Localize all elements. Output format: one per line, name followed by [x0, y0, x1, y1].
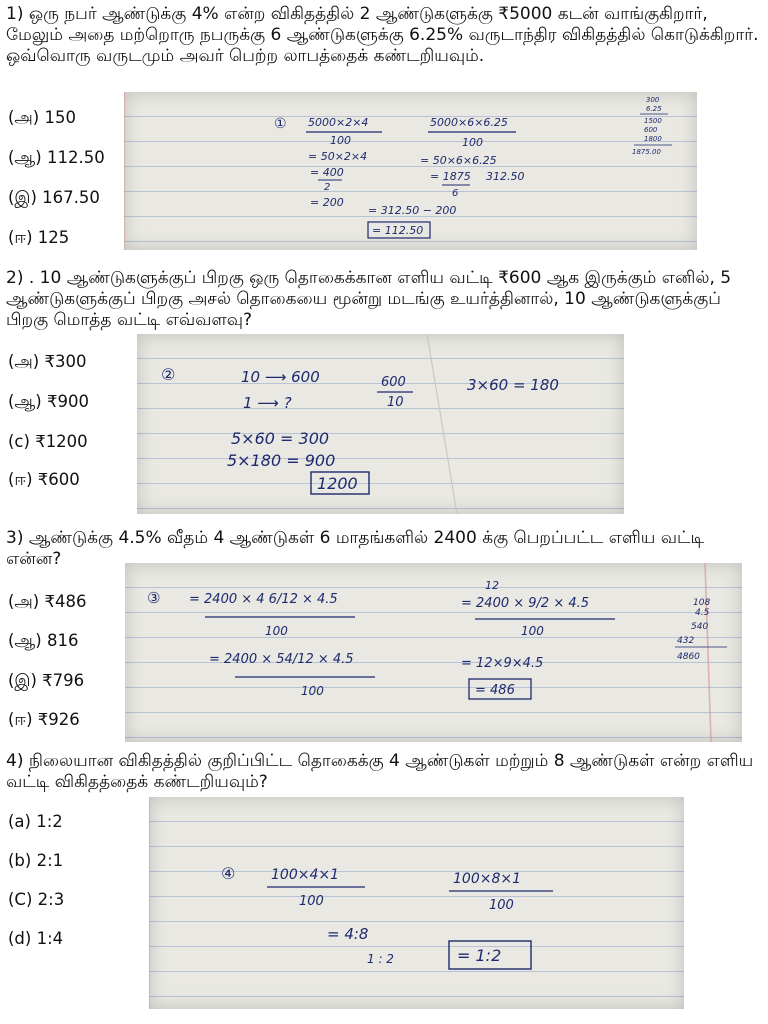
q3-option-d: (ஈ) ₹926	[8, 710, 80, 729]
q1-step: = 400	[310, 166, 344, 179]
question-1-text: 1) ஒரு நபர் ஆண்டுக்கு 4% என்ற விகிதத்தில் 2 ஆண்டுகளுக்கு ₹5000 கடன் வாங்குகிறார், மேலும் அதை மற்றொரு நபருக்கு 6 ஆண்டுகளுக்கு 6.25% வருடாந்திர விகிதத்தில் கொடுக்கிறார். ஒவ்வொரு வருடமும் அவர் பெற்ற லாபத்தைக் கண்டறியவும்.	[6, 4, 759, 66]
q2-solution-photo	[137, 334, 624, 514]
q4-answer: = 1:2	[457, 946, 502, 965]
q3-step: = 2400 × 9/2 × 4.5	[461, 596, 590, 611]
q1-option-b: (ஆ) 112.50	[8, 148, 105, 167]
q1-step: = 50×6×6.25	[420, 154, 497, 167]
q3-answer: = 486	[475, 683, 515, 698]
q4-step: 100	[489, 898, 514, 913]
question-2-text: 2) . 10 ஆண்டுகளுக்குப் பிறகு ஒரு தொகைக்கான எளிய வட்டி ₹600 ஆக இருக்கும் எனில், 5 ஆண்டுகளுக்குப் பிறகு அசல் தொகையை மூன்று மடங்கு உயர்த்தினால், 10 ஆண்டுகளுக்குப் பிறகு மொத்த வட்டி எவ்வளவு?	[6, 268, 732, 330]
q4-step: 100	[299, 894, 324, 909]
q3-step: = 2400 × 4 6/12 × 4.5	[189, 592, 338, 607]
q3-number: ③	[147, 589, 161, 607]
q3-option-b: (ஆ) 816	[8, 631, 79, 650]
q3-step: 108	[693, 598, 711, 608]
q4-step: = 4:8	[327, 925, 369, 943]
q3-step: 432	[677, 636, 695, 646]
question-4-text: 4) நிலையான விகிதத்தில் குறிப்பிட்ட தொகைக்கு 4 ஆண்டுகள் மற்றும் 8 ஆண்டுகள் என்ற எளிய வட்டி விகிதத்தைக் கண்டறியவும்?	[6, 751, 754, 792]
q3-step: 4860	[677, 652, 700, 662]
q2-option-a: (அ) ₹300	[8, 352, 87, 371]
q2-number: ②	[161, 365, 176, 384]
q1-step: 6.25	[646, 105, 662, 113]
q2-step: 10 ⟶ 600	[241, 368, 320, 386]
q2-step: 5×180 = 900	[227, 451, 336, 470]
q1-option-d: (ஈ) 125	[8, 228, 70, 247]
q1-step: 2	[324, 182, 331, 193]
question-3-text: 3) ஆண்டுக்கு 4.5% வீதம் 4 ஆண்டுகள் 6 மாதங்களில் 2400 க்கு பெறப்பட்ட எளிய வட்டி என்ன?	[6, 528, 705, 569]
q3-step: 12	[485, 579, 499, 592]
q1-handwriting	[124, 92, 697, 250]
q1-step: 300	[646, 96, 660, 104]
q2-answer: 1200	[317, 474, 358, 493]
q1-step: = 200	[310, 196, 344, 209]
q2-step: 10	[387, 395, 404, 410]
q3-step: 100	[521, 624, 544, 638]
q3-step: = 12×9×4.5	[461, 656, 544, 671]
q4-solution-photo	[149, 797, 684, 1009]
q2-step: 1 ⟶ ?	[243, 394, 292, 412]
q1-step: 5000×6×6.25	[430, 116, 508, 129]
q4-step: 100×8×1	[453, 871, 521, 887]
q2-step: 3×60 = 180	[467, 376, 559, 394]
q4-step: 1 : 2	[367, 952, 394, 966]
q2-option-d: (ஈ) ₹600	[8, 470, 80, 489]
q1-step: = 312.50 − 200	[368, 204, 457, 217]
q1-option-c: (இ) 167.50	[8, 188, 100, 207]
q1-step: 1500	[644, 117, 662, 125]
q3-step: 100	[301, 684, 324, 698]
q4-option-c: (C) 2:3	[8, 890, 65, 909]
q3-option-a: (அ) ₹486	[8, 592, 87, 611]
q3-option-c: (இ) ₹796	[8, 671, 85, 690]
q1-step: = 50×2×4	[308, 150, 368, 163]
q4-handwriting	[149, 797, 684, 1009]
q1-step: 600	[644, 126, 658, 134]
q1-step: 5000×2×4	[308, 116, 369, 129]
q1-step: 100	[330, 134, 351, 147]
q2-option-b: (ஆ) ₹900	[8, 392, 89, 411]
q4-option-b: (b) 2:1	[8, 851, 64, 870]
q3-solution-photo	[125, 563, 742, 742]
q2-handwriting	[137, 334, 624, 514]
q1-step: 6	[452, 188, 459, 199]
q3-step: 100	[265, 624, 288, 638]
q1-step: 1875.00	[632, 148, 661, 156]
q4-step: 100×4×1	[271, 867, 339, 883]
q2-step: 600	[381, 375, 406, 390]
q4-option-a: (a) 1:2	[8, 812, 63, 831]
q3-step: 4.5	[695, 608, 710, 618]
q1-step: 1800	[644, 135, 662, 143]
q1-step: 100	[462, 136, 483, 149]
q2-step: 5×60 = 300	[231, 429, 330, 448]
q3-handwriting	[125, 563, 742, 742]
q1-solution-photo	[124, 92, 697, 250]
q1-number: ①	[274, 116, 287, 132]
q2-option-c: (c) ₹1200	[8, 432, 88, 451]
q1-answer: = 112.50	[372, 224, 424, 237]
q3-step: = 2400 × 54/12 × 4.5	[209, 652, 354, 667]
q1-step: = 1875	[430, 170, 471, 183]
q3-step: 540	[691, 622, 709, 632]
q1-option-a: (அ) 150	[8, 108, 76, 127]
q1-step: 312.50	[486, 170, 525, 183]
q4-number: ④	[221, 864, 236, 883]
q4-option-d: (d) 1:4	[8, 929, 64, 948]
